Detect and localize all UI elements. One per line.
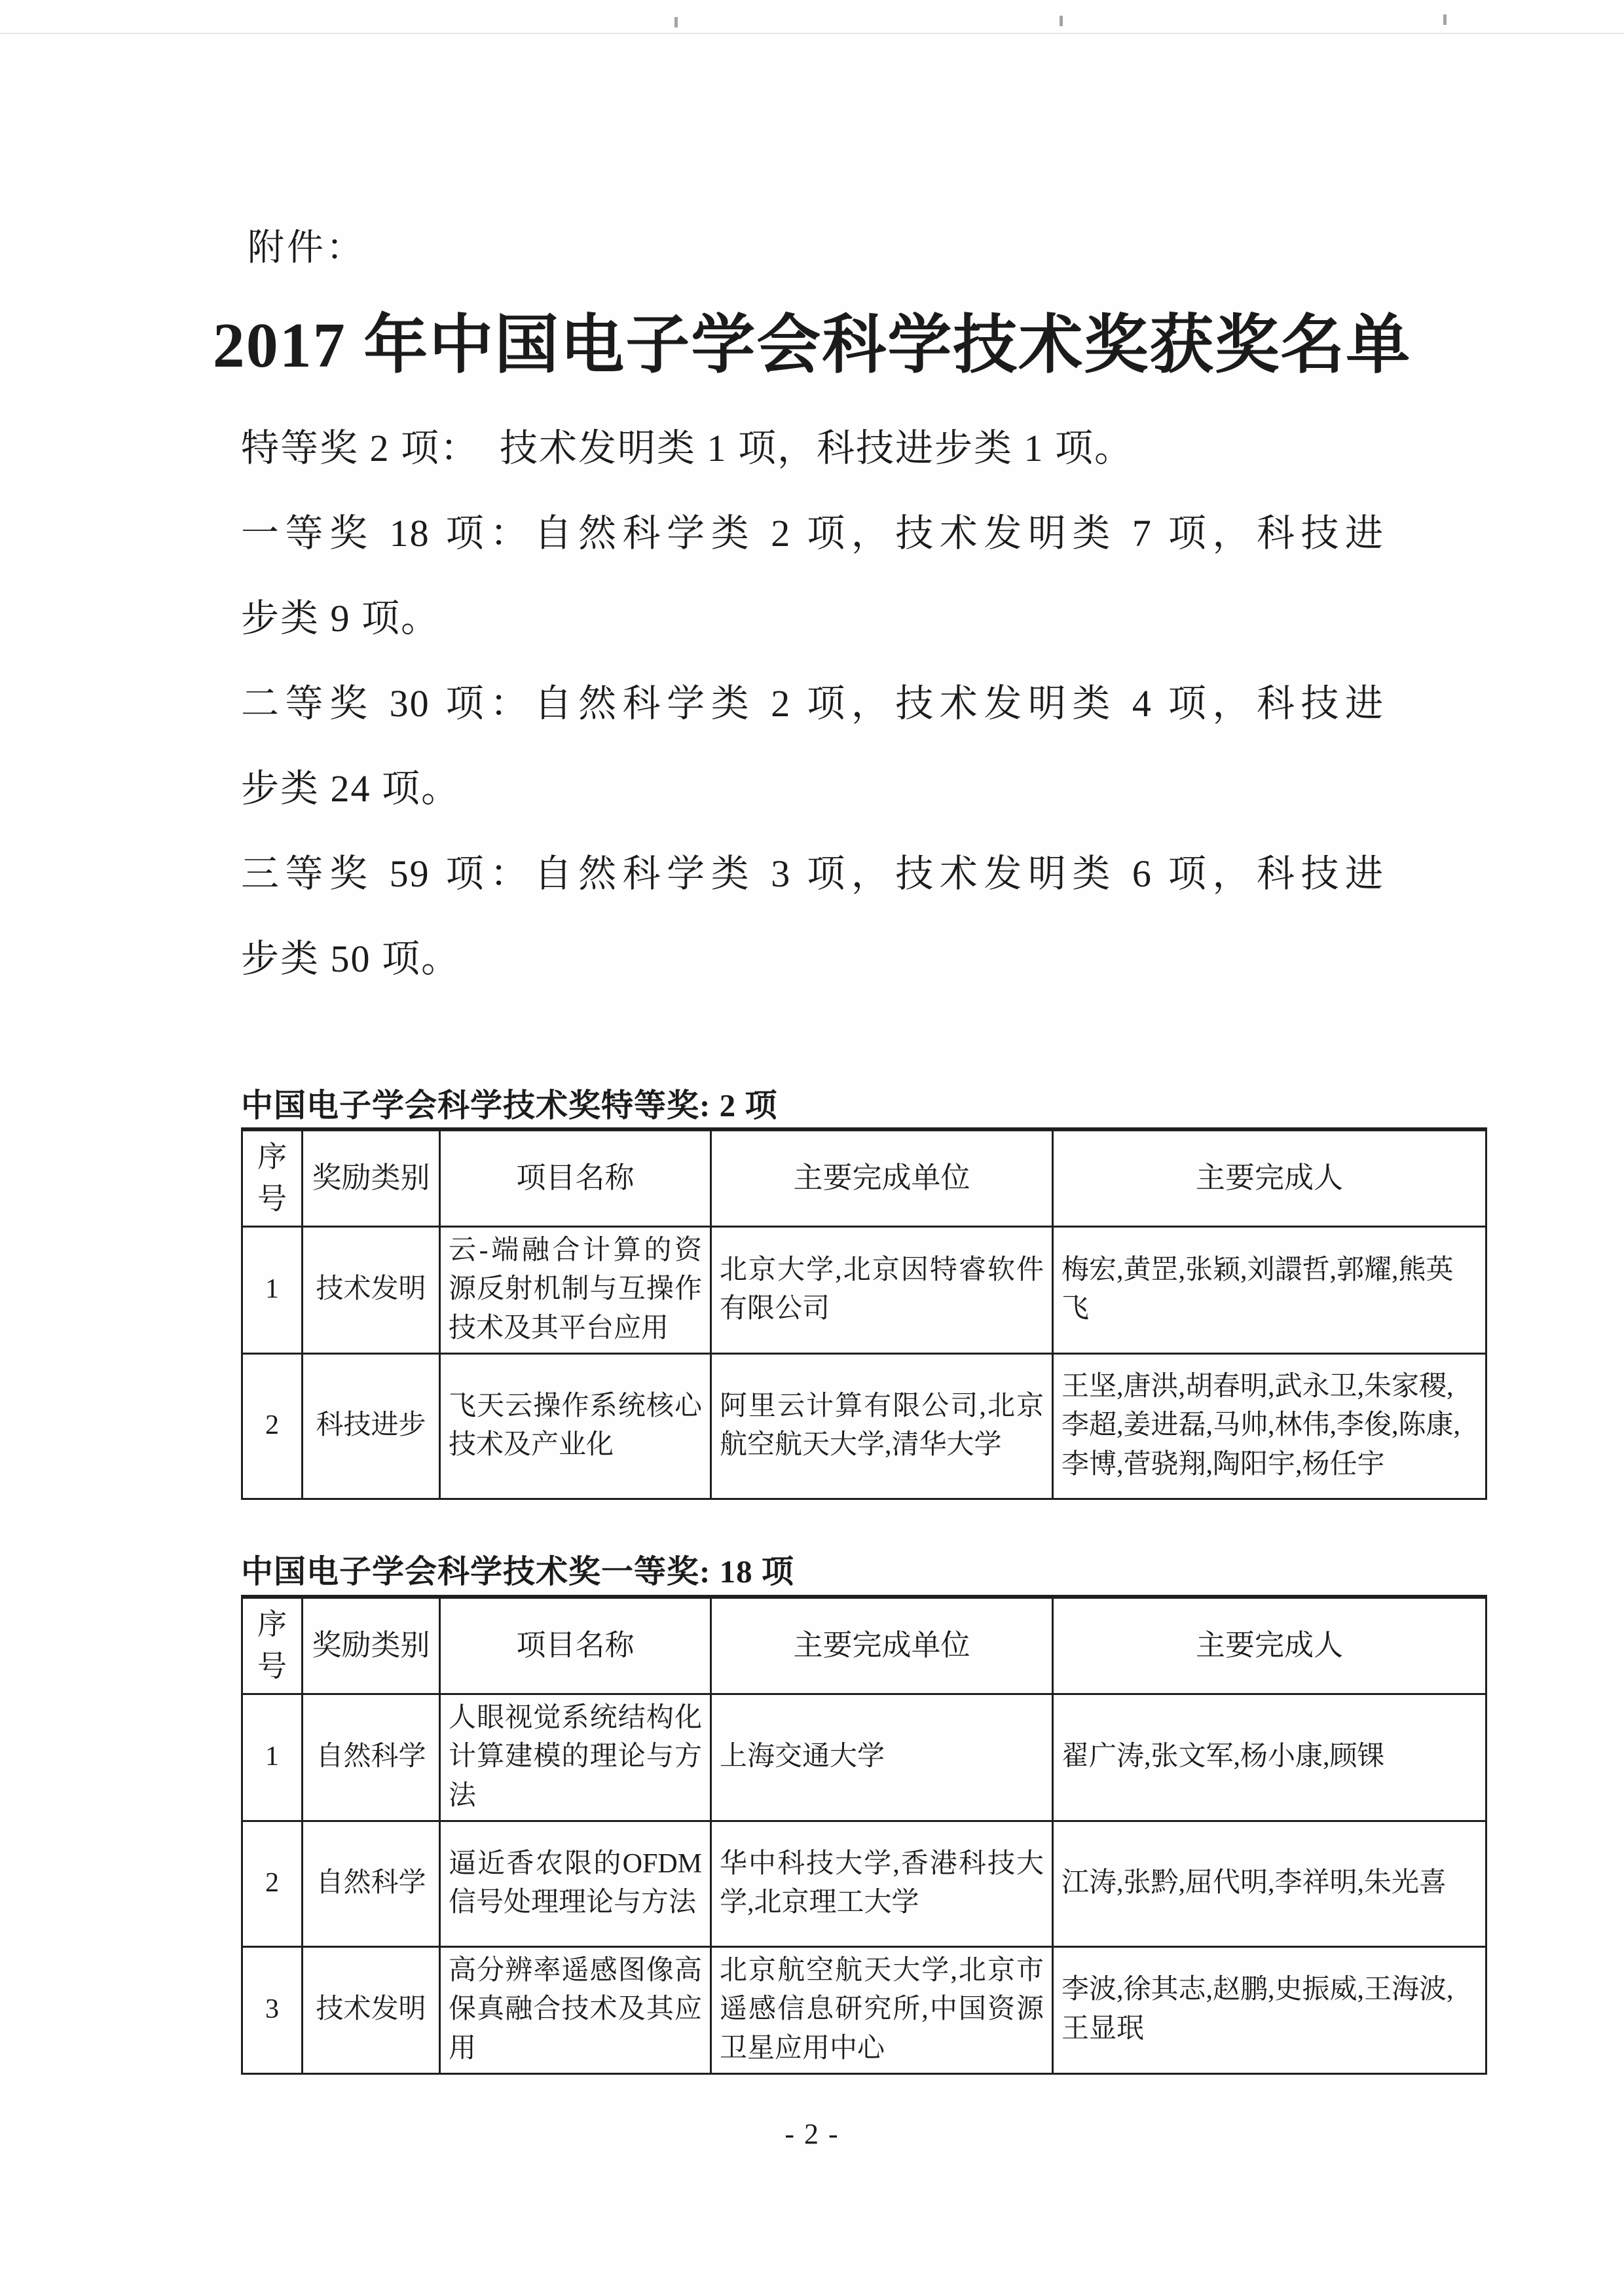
cell-people: 李波,徐其志,赵鹏,史振威,王海波,王显珉	[1053, 1946, 1486, 2073]
table-header-row	[242, 1597, 1486, 1694]
award-summary	[241, 406, 1384, 1002]
col-header-category: 奖励类别	[303, 1597, 440, 1694]
cell-category: 技术发明	[303, 1946, 440, 2073]
cell-seq: 3	[242, 1946, 303, 2073]
table-row	[242, 1946, 1486, 2073]
summary-line: 一等奖 18 项：自然科学类 2 项，技术发明类 7 项，科技进	[241, 512, 1384, 555]
cell-project: 高分辨率遥感图像高保真融合技术及其应用	[440, 1946, 711, 2073]
col-header-units: 主要完成单位	[711, 1129, 1053, 1226]
cell-category: 自然科学	[303, 1694, 440, 1821]
cell-people: 王坚,唐洪,胡春明,武永卫,朱家稷,李超,姜进磊,马帅,林伟,李俊,陈康,李博,菅骁翔,陶阳宇,杨任宇	[1053, 1353, 1486, 1499]
col-header-category: 奖励类别	[303, 1129, 440, 1226]
scan-artifact	[0, 33, 1624, 34]
scan-artifact	[674, 17, 678, 27]
cell-units: 上海交通大学	[711, 1694, 1053, 1821]
table-row	[242, 1226, 1486, 1353]
cell-project: 云-端融合计算的资源反射机制与互操作技术及其平台应用	[440, 1226, 711, 1353]
cell-people: 梅宏,黄罡,张颖,刘譞哲,郭耀,熊英飞	[1053, 1226, 1486, 1353]
summary-line: 步类 9 项。	[241, 597, 441, 640]
cell-seq: 2	[242, 1353, 303, 1499]
col-header-project: 项目名称	[440, 1597, 711, 1694]
table-header-row	[242, 1129, 1486, 1226]
scan-artifact	[1443, 14, 1447, 25]
col-header-people: 主要完成人	[1053, 1129, 1486, 1226]
cell-category: 科技进步	[303, 1353, 440, 1499]
document-title: 2017 年中国电子学会科学技术奖获奖名单	[212, 310, 1412, 381]
first-award-table-caption: 中国电子学会科学技术奖一等奖: 18 项	[241, 1554, 794, 1590]
col-header-units: 主要完成单位	[711, 1597, 1053, 1694]
table-row	[242, 1821, 1486, 1946]
col-header-seq: 序号	[242, 1129, 303, 1226]
cell-seq: 2	[242, 1821, 303, 1946]
summary-line: 特等奖 2 项： 技术发明类 1 项，科技进步类 1 项。	[241, 427, 1134, 469]
cell-project: 人眼视觉系统结构化计算建模的理论与方法	[440, 1694, 711, 1821]
summary-line: 步类 24 项。	[241, 767, 461, 810]
cell-units: 华中科技大学,香港科技大学,北京理工大学	[711, 1821, 1053, 1946]
summary-line: 二等奖 30 项：自然科学类 2 项，技术发明类 4 项，科技进	[241, 682, 1384, 725]
summary-line: 三等奖 59 项：自然科学类 3 项，技术发明类 6 项，科技进	[241, 852, 1384, 895]
special-award-table-caption: 中国电子学会科学技术奖特等奖: 2 项	[241, 1087, 778, 1123]
cell-units: 北京航空航天大学,北京市遥感信息研究所,中国资源卫星应用中心	[711, 1946, 1053, 2073]
cell-category: 自然科学	[303, 1821, 440, 1946]
cell-category: 技术发明	[303, 1226, 440, 1353]
cell-units: 北京大学,北京因特睿软件有限公司	[711, 1226, 1053, 1353]
col-header-project: 项目名称	[440, 1129, 711, 1226]
cell-project: 逼近香农限的OFDM信号处理理论与方法	[440, 1821, 711, 1946]
col-header-people: 主要完成人	[1053, 1597, 1486, 1694]
attachment-label: 附件：	[248, 228, 365, 268]
table-row	[242, 1353, 1486, 1499]
table-row	[242, 1694, 1486, 1821]
cell-seq: 1	[242, 1694, 303, 1821]
page-number: - 2 -	[784, 2118, 840, 2150]
cell-units: 阿里云计算有限公司,北京航空航天大学,清华大学	[711, 1353, 1053, 1499]
first-award-table	[241, 1595, 1487, 2075]
special-award-table	[241, 1127, 1487, 1500]
cell-people: 翟广涛,张文军,杨小康,顾锞	[1053, 1694, 1486, 1821]
col-header-seq: 序号	[242, 1597, 303, 1694]
scan-artifact	[1060, 16, 1063, 26]
cell-seq: 1	[242, 1226, 303, 1353]
cell-project: 飞天云操作系统核心技术及产业化	[440, 1353, 711, 1499]
cell-people: 江涛,张黔,屈代明,李祥明,朱光喜	[1053, 1821, 1486, 1946]
summary-line: 步类 50 项。	[241, 938, 461, 980]
